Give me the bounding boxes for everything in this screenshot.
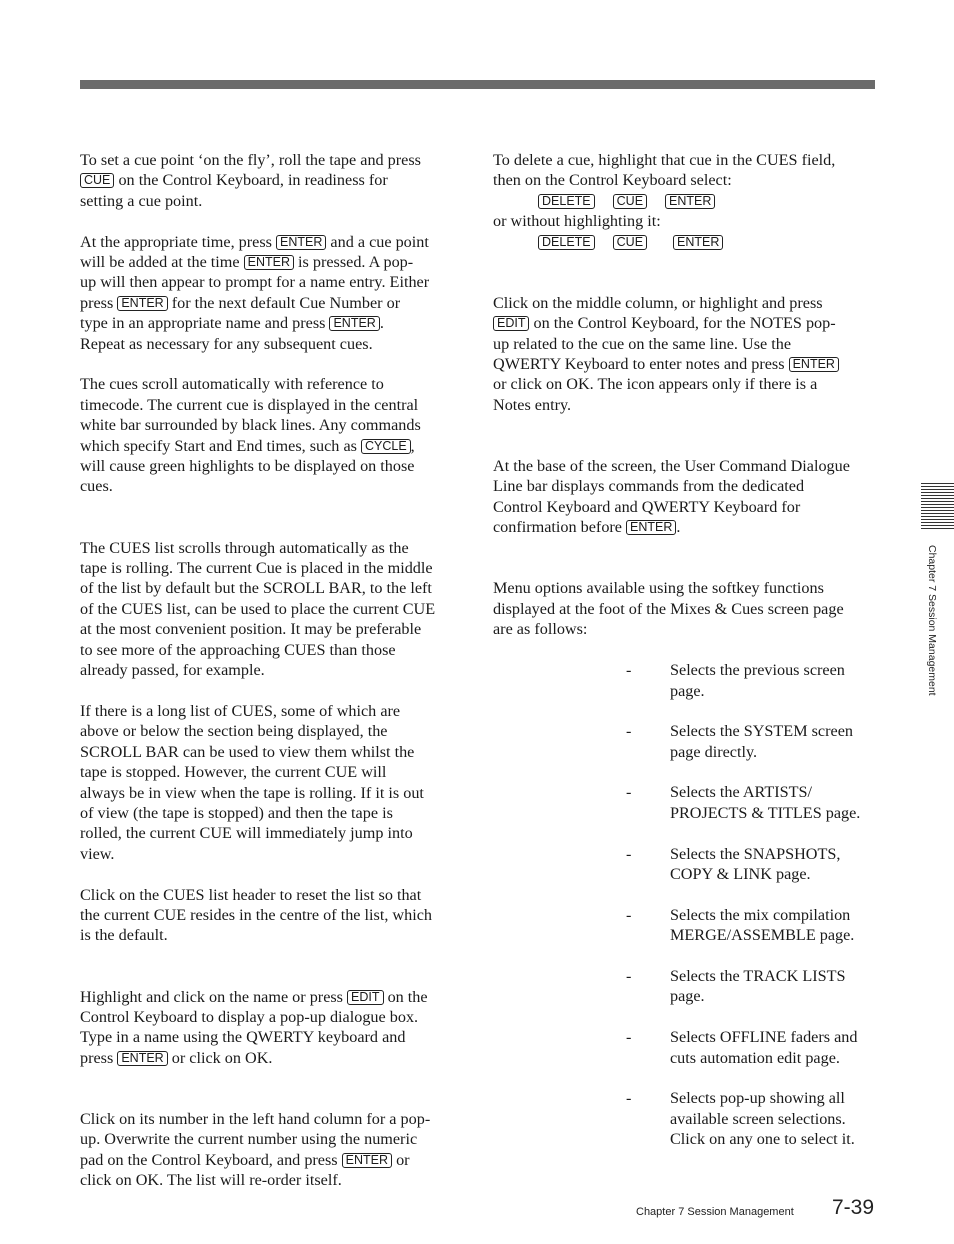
- enter-key: ENTER: [626, 520, 676, 535]
- enter-key: ENTER: [276, 235, 326, 250]
- menu-option: - Selects the mix compilation MERGE/ASSEMBLE page.: [626, 905, 855, 945]
- key-sequence-delete-alt: [493, 232, 878, 252]
- para-menu-intro: Menu options available using the softkey functions displayed at the foot of the Mixes & Cues screen page are as follows:: [493, 579, 844, 639]
- menu-option: - Selects the SYSTEM screen page directly.: [626, 722, 853, 761]
- enter-key: ENTER: [342, 1153, 392, 1168]
- delete-key: DELETE: [538, 235, 595, 250]
- menu-option: - Selects the previous screen page.: [626, 661, 845, 700]
- enter-key: ENTER: [789, 357, 839, 372]
- cue-key: CUE: [80, 173, 114, 188]
- cycle-key: CYCLE: [361, 439, 411, 454]
- enter-key: ENTER: [329, 316, 379, 331]
- enter-key: ENTER: [117, 1051, 167, 1066]
- enter-key: ENTER: [117, 296, 167, 311]
- para-long-list: If there is a long list of CUES, some of which are above or below the section being displayed, the SCROLL BAR can be used to view them whilst the tape is stopped. However, the current CUE will always be in view when the tape is rolling. If it is out of view (the tape is stopped) and then the tape is rolled, the current CUE will immediately jump into view.: [80, 701, 424, 863]
- chapter-thumb-tab: [921, 483, 954, 533]
- para-command-line: At the base of the screen, the User Command Dialogue Line bar displays commands from the dedicated Control Keyboard and QWERTY Keyboard for confirmation before ENTER .: [493, 457, 850, 537]
- page-number: 7-39: [832, 1196, 875, 1219]
- right-column: [493, 150, 878, 1150]
- cue-key: CUE: [613, 235, 647, 250]
- menu-options-list: [493, 660, 878, 1149]
- edit-key: EDIT: [493, 316, 529, 331]
- top-rule: [80, 80, 875, 89]
- cue-key: CUE: [613, 194, 647, 209]
- menu-option: - Selects OFFLINE faders and cuts automation edit page.: [626, 1028, 858, 1067]
- left-column: [80, 150, 465, 1211]
- chapter-side-label: Chapter 7 Session Management: [926, 545, 938, 696]
- para-notes: Click on the middle column, or highlight and press EDIT on the Control Keyboard, for the NOTES pop- up related to the cue on the same line. Use the QWERTY Keyboard to enter notes and press ENTER or click on OK. The icon appears only if there is a Notes entry.: [493, 293, 878, 415]
- edit-key: EDIT: [347, 990, 383, 1005]
- para-list-header-reset: Click on the CUES list header to reset the list so that the current CUE resides in the centre of the list, which is the default.: [80, 885, 432, 945]
- menu-option: - Selects the SNAPSHOTS, COPY & LINK page.: [626, 844, 841, 884]
- menu-option: - Selects pop-up showing all available screen selections. Click on any one to select it.: [626, 1089, 855, 1149]
- enter-key: ENTER: [244, 255, 294, 270]
- key-sequence-delete: [493, 191, 878, 211]
- enter-key: ENTER: [665, 194, 715, 209]
- menu-option: - Selects the ARTISTS/ PROJECTS & TITLES page.: [626, 783, 861, 822]
- para-cue-number: Click on its number in the left hand column for a pop- up. Overwrite the current number using the numeric pad on the Control Keyboard, and press ENTER or click on OK. The list will re-order itself.: [80, 1109, 431, 1190]
- para-appropriate-time: At the appropriate time, press ENTER and a cue point will be added at the time ENTER is pressed. A pop- up will then appear to prompt for a name entry. Either press ENTER for the next default Cue Number or type in an appropriate name and press ENTER . Repeat as necessary for any subsequent cues.: [80, 232, 430, 353]
- enter-key: ENTER: [673, 235, 723, 250]
- delete-key: DELETE: [538, 194, 595, 209]
- menu-option: - Selects the TRACK LISTS page.: [626, 967, 846, 1006]
- para-cues-scroll: The cues scroll automatically with reference to timecode. The current cue is displayed in the central white bar surrounded by black lines. Any commands which specify Start and End times, such as CYCLE , will cause green highlights to be displayed on those cues.: [80, 375, 421, 496]
- para-cues-list-scrolls: The CUES list scrolls through automatically as the tape is rolling. The current Cue is placed in the middle of the list by default but the SCROLL BAR, to the left of the CUES list, can be used to place the current CUE at the most convenient position. It may be preferable to see more of the approaching CUES than those already passed, for example.: [80, 538, 436, 680]
- para-highlight-name: Highlight and click on the name or press EDIT on the Control Keyboard to display a pop-up dialogue box. Type in a name using the QWERTY keyboard and press ENTER or click on OK.: [80, 987, 428, 1067]
- para-cue-on-the-fly: To set a cue point ‘on the fly’, roll the tape and press CUE on the Control Keyboard, in readiness for setting a cue point.: [80, 151, 421, 210]
- para-delete-cue: To delete a cue, highlight that cue in the CUES field, then on the Control Keyboard select: DELETE CUE ENTER or without highlighting it: DELETE CUE ENTER: [493, 150, 878, 252]
- footer-chapter-title: Chapter 7 Session Management: [636, 1206, 794, 1218]
